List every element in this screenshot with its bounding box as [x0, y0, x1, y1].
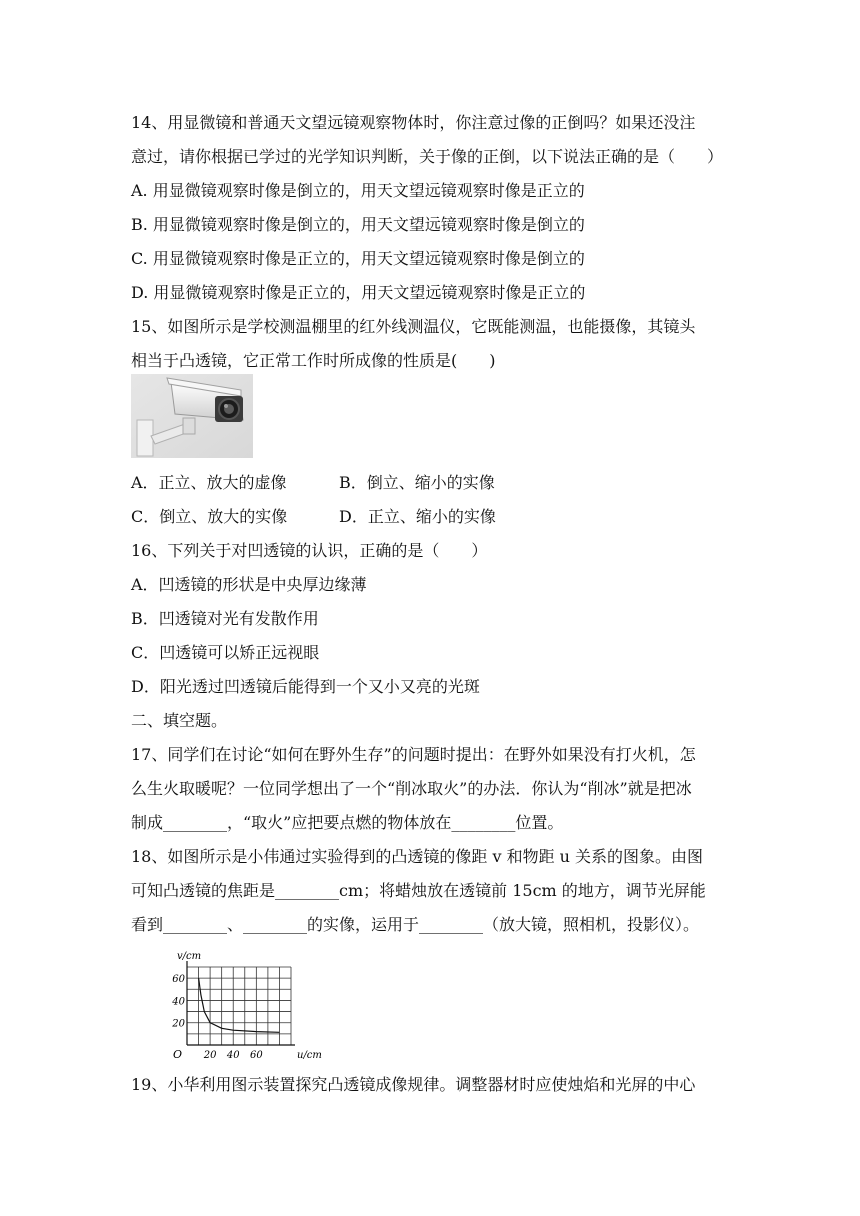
y-tick-label: 40: [172, 996, 185, 1008]
q18-line1: 18、如图所示是小伟通过实验得到的凸透镜的像距 v 和物距 u 关系的图象。由图: [131, 847, 704, 866]
q19-line1: 19、小华利用图示装置探究凸透镜成像规律。调整器材时应使烛焰和光屏的中心: [131, 1075, 696, 1094]
q14-option-c: C. 用显微镜观察时像是正立的，用天文望远镜观察时像是倒立的: [131, 249, 585, 268]
q15-stem-line2: 相当于凸透镜，它正常工作时所成像的性质是( ): [131, 351, 496, 370]
q17-line3: 制成________，“取火”应把要点燃的物体放在________位置。: [131, 813, 564, 832]
q17-line2: 么生火取暖呢？一位同学想出了一个“削冰取火”的办法．你认为“削冰”就是把冰: [131, 779, 692, 798]
q16-option-d: D．阳光透过凹透镜后能得到一个又小又亮的光斑: [131, 677, 480, 696]
q18-line2: 可知凸透镜的焦距是________cm；将蜡烛放在透镜前 15cm 的地方，调节光屏能: [131, 881, 706, 900]
q15-options-row1: [131, 472, 495, 494]
y-axis-label: v/cm: [177, 951, 202, 962]
q15-option-b: B．倒立、缩小的实像: [339, 473, 495, 492]
q15-options-row2: [131, 506, 496, 528]
section-heading-fill-in: 二、填空题。: [131, 711, 228, 730]
q16-stem: 16、下列关于对凹透镜的认识，正确的是（ ）: [131, 541, 488, 560]
q14-stem-line2: 意过，请你根据已学过的光学知识判断，关于像的正倒，以下说法正确的是（ ）: [131, 147, 724, 166]
q15-option-d: D．正立、缩小的实像: [339, 507, 496, 526]
v-u-curve: [199, 978, 280, 1032]
q16-option-a: A．凹透镜的形状是中央厚边缘薄: [131, 575, 367, 594]
x-tick-label: 20: [203, 1050, 217, 1061]
image-distance-vs-object-distance-graph: [165, 948, 322, 1063]
x-axis-label: u/cm: [297, 1050, 322, 1061]
q14-option-d: D. 用显微镜观察时像是正立的，用天文望远镜观察时像是正立的: [131, 283, 586, 302]
origin-label: O: [173, 1048, 183, 1061]
y-tick-label: 20: [172, 1018, 185, 1030]
q16-option-c: C．凹透镜可以矫正远视眼: [131, 643, 320, 662]
q18-line3: 看到________、________的实像，运用于________（放大镜，照相机，投影仪）。: [131, 915, 700, 934]
security-camera-image: [131, 374, 253, 458]
q14-stem-line1: 14、用显微镜和普通天文望远镜观察物体时，你注意过像的正倒吗？如果还没注: [131, 113, 696, 132]
q15-stem-line1: 15、如图所示是学校测温棚里的红外线测温仪，它既能测温，也能摄像，其镜头: [131, 317, 696, 336]
q14-option-b: B. 用显微镜观察时像是倒立的，用天文望远镜观察时像是倒立的: [131, 215, 585, 234]
q16-option-b: B．凹透镜对光有发散作用: [131, 609, 319, 628]
y-tick-label: 60: [172, 974, 185, 986]
q14-option-a: A. 用显微镜观察时像是倒立的，用天文望远镜观察时像是正立的: [131, 181, 585, 200]
q15-option-c: C．倒立、放大的实像: [131, 507, 288, 526]
q17-line1: 17、同学们在讨论“如何在野外生存”的问题时提出：在野外如果没有打火机，怎: [131, 745, 696, 764]
x-tick-label: 40: [226, 1050, 240, 1061]
q15-option-a: A．正立、放大的虚像: [131, 473, 287, 492]
x-tick-label: 60: [249, 1050, 263, 1061]
